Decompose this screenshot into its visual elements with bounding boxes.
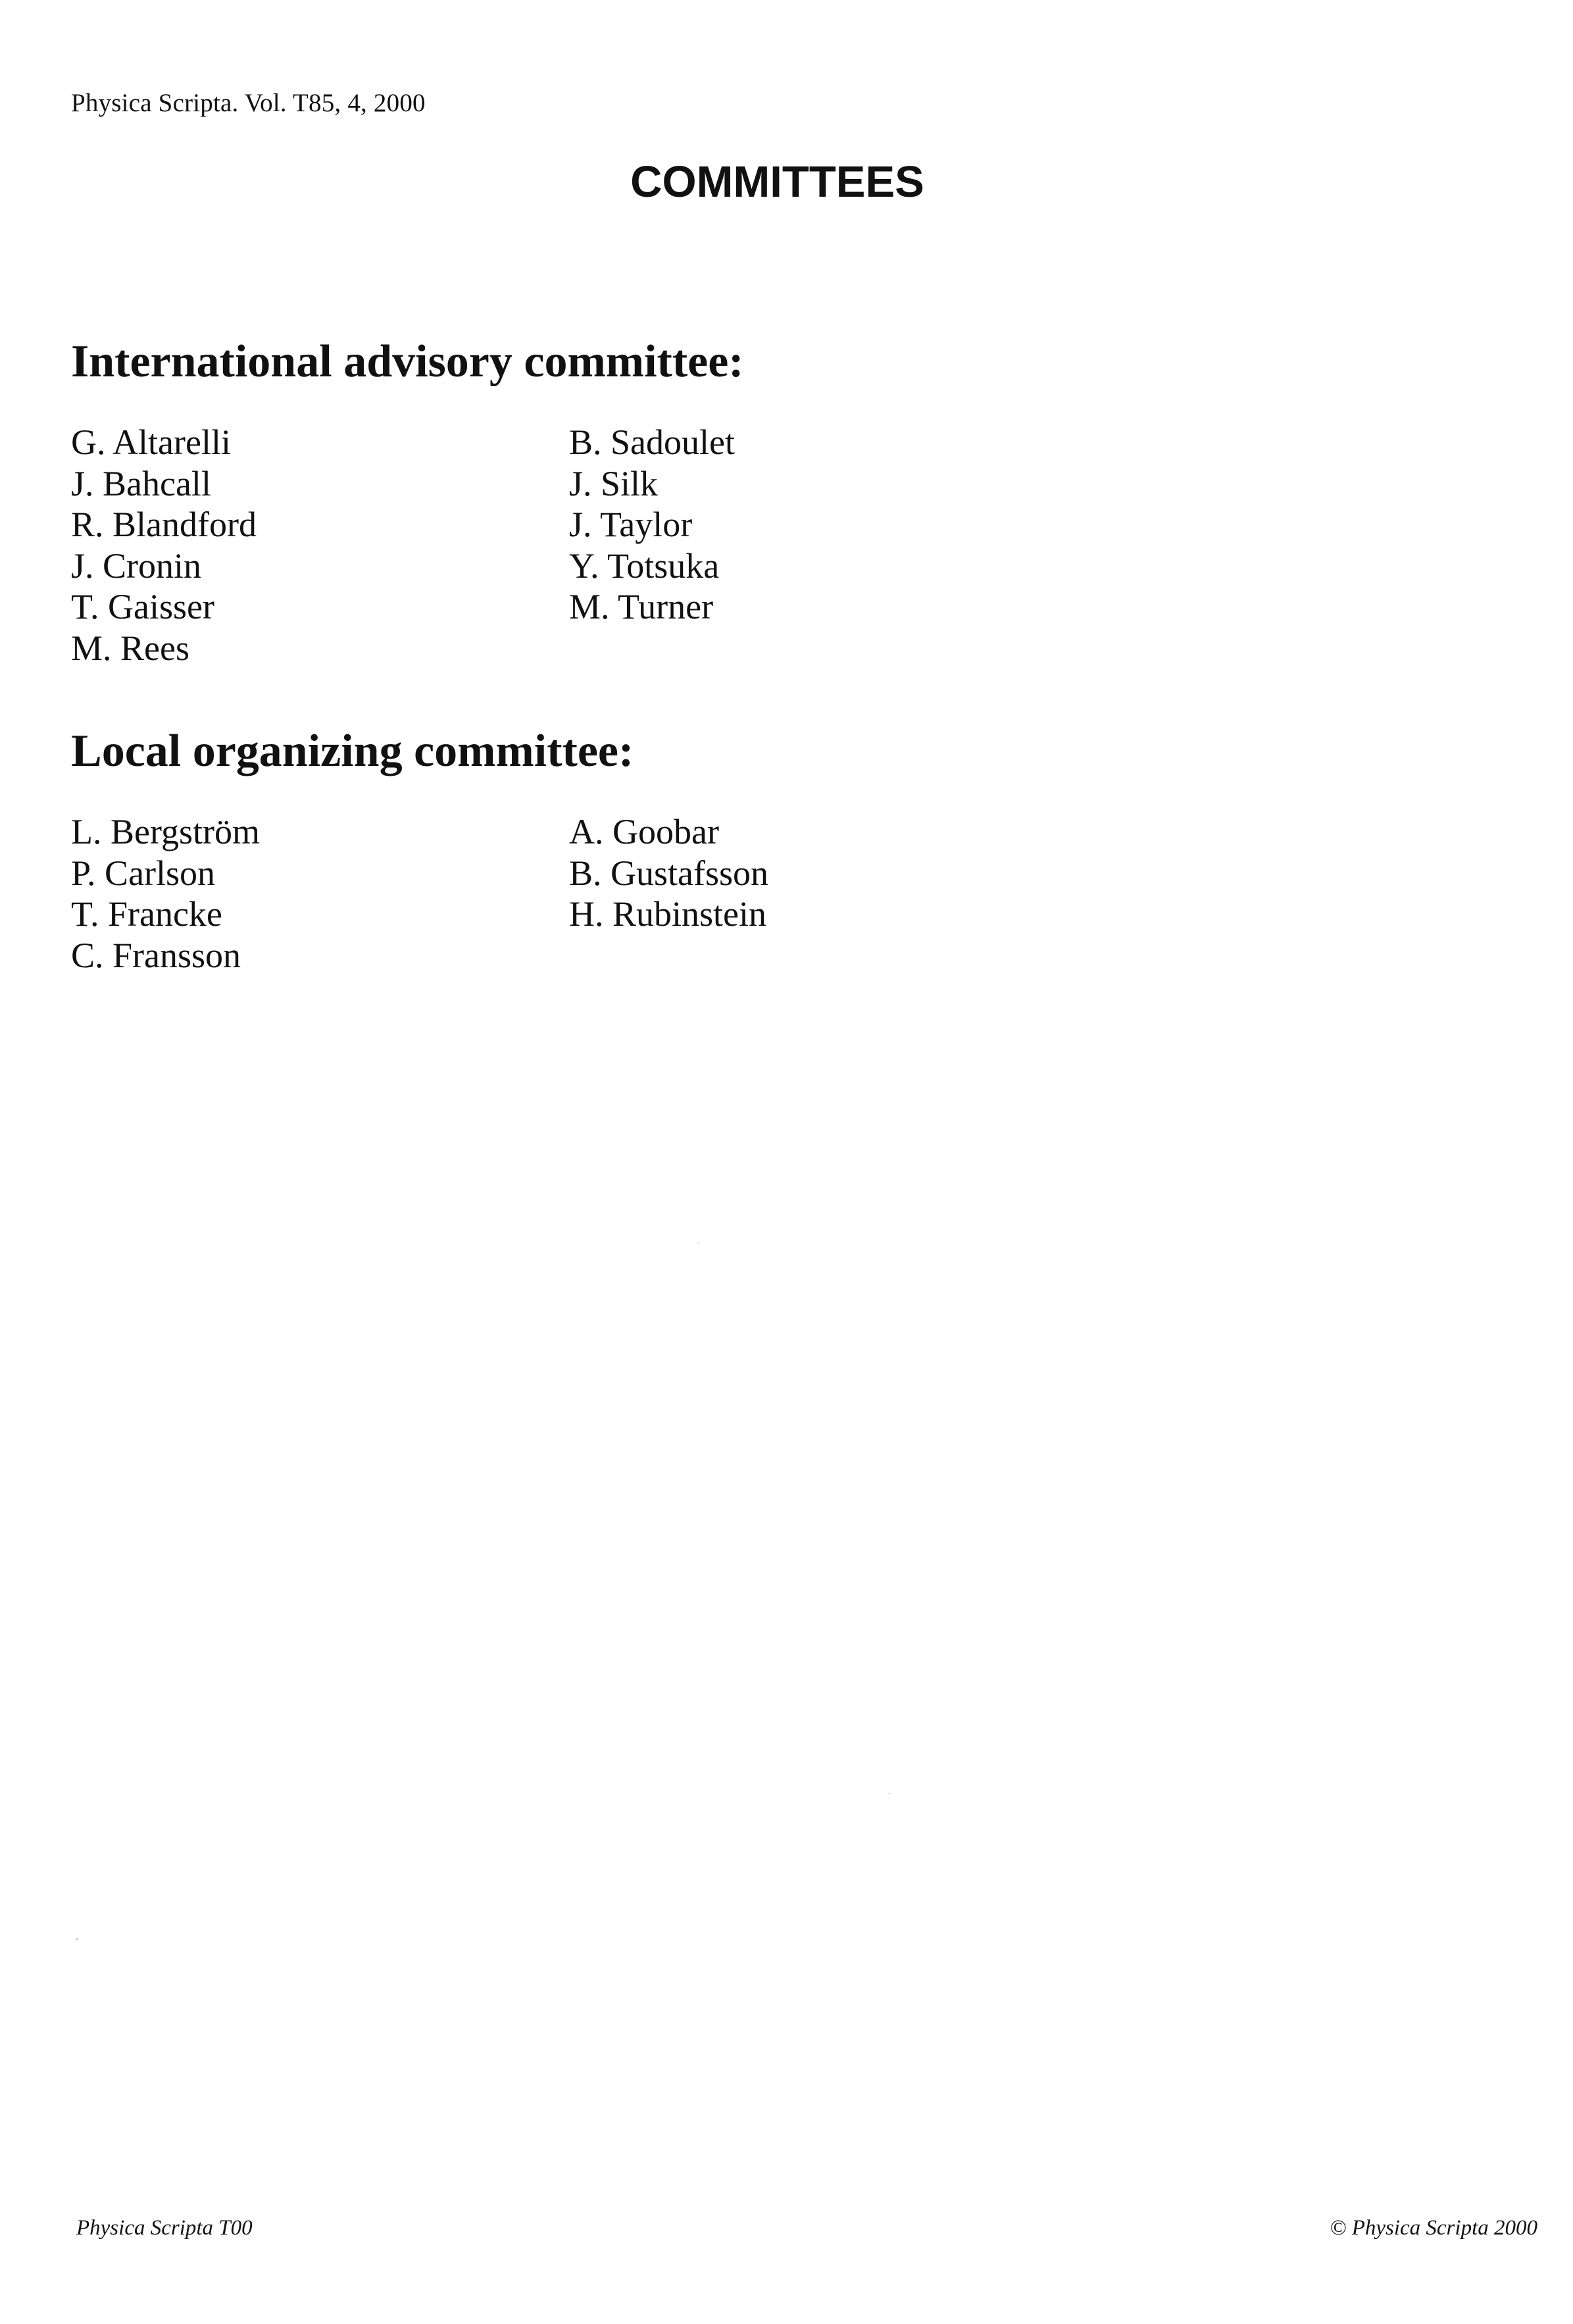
scan-speck	[888, 1793, 891, 1794]
local-committee-list-left	[71, 811, 260, 976]
committee-member: H. Rubinstein	[569, 894, 767, 934]
committee-member: T. Gaisser	[71, 587, 214, 626]
scan-speck	[76, 1938, 78, 1940]
footer-journal: Physica Scripta T00	[76, 2216, 253, 2240]
journal-citation: Physica Scripta. Vol. T85, 4, 2000	[71, 89, 426, 117]
committee-member: P. Carlson	[71, 853, 216, 893]
local-committee-list-right	[569, 811, 768, 935]
committee-member: T. Francke	[71, 894, 222, 934]
committee-member: G. Altarelli	[71, 422, 231, 462]
footer-copyright: © Physica Scripta 2000	[1330, 2216, 1537, 2240]
committee-member: J. Taylor	[569, 505, 693, 544]
committee-member: L. Bergström	[71, 812, 260, 851]
advisory-committee-list-right	[569, 422, 735, 628]
committee-member: J. Cronin	[71, 545, 202, 586]
committee-member: B. Gustafsson	[569, 853, 769, 893]
committee-member: J. Bahcall	[71, 463, 211, 503]
local-committee-heading: Local organizing committee:	[71, 726, 634, 776]
scan-speck	[697, 1242, 700, 1244]
advisory-committee-heading: International advisory committee:	[71, 336, 744, 387]
committee-member: Y. Totsuka	[569, 545, 720, 586]
committee-member: J. Silk	[569, 463, 659, 503]
committee-member: A. Goobar	[569, 812, 719, 851]
advisory-committee-list-left	[71, 422, 257, 669]
committee-member: R. Blandford	[71, 505, 257, 544]
committee-member: M. Turner	[569, 587, 714, 626]
page-title: COMMITTEES	[630, 157, 924, 207]
committee-member: B. Sadoulet	[569, 422, 735, 462]
committee-member: M. Rees	[71, 628, 189, 668]
committee-member: C. Fransson	[71, 935, 241, 975]
